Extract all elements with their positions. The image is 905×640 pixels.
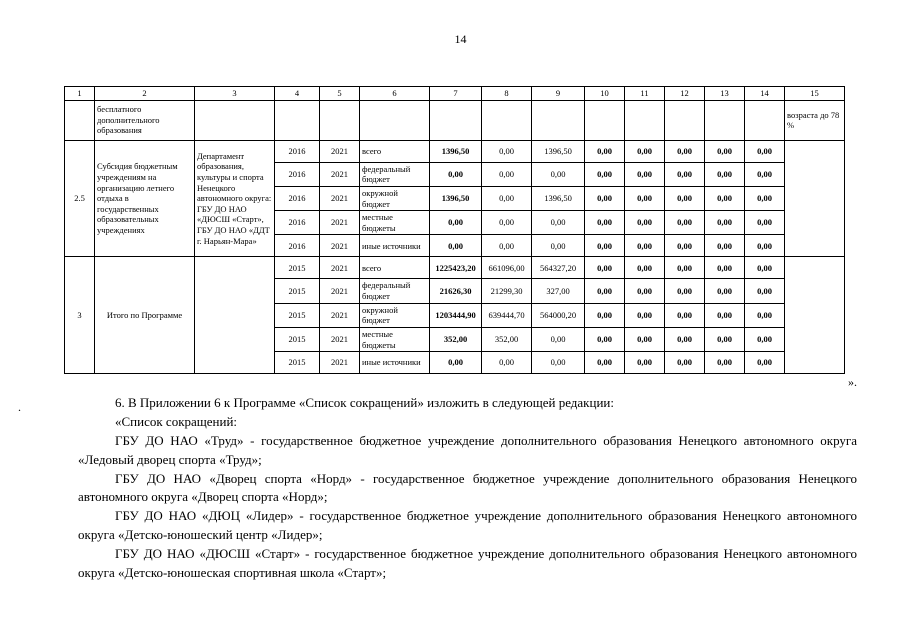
page-number: 14	[454, 32, 467, 46]
value-cell: 0,00	[745, 327, 785, 351]
value-cell: 0,00	[665, 140, 705, 162]
value-cell: 0,00	[665, 257, 705, 279]
value-cell: 0,00	[625, 279, 665, 303]
value-cell: 0,00	[665, 303, 705, 327]
value-cell: 0,00	[532, 162, 585, 186]
measure-title: Итого по Программе	[95, 257, 195, 374]
value-cell: 0,00	[705, 162, 745, 186]
continuation-cell	[430, 100, 482, 140]
value-cell: 0,00	[705, 140, 745, 162]
continuation-row	[65, 100, 845, 140]
value-cell: 0,00	[705, 352, 745, 374]
continuation-cell: возраста до 78 %	[785, 100, 845, 140]
value-cell: 0,00	[665, 162, 705, 186]
paragraph-abbrev-heading: «Список сокращений:	[115, 413, 238, 429]
value-cell: 0,00	[705, 303, 745, 327]
value-cell: 0,00	[482, 352, 532, 374]
budget-table	[64, 86, 845, 374]
value-cell: 0,00	[625, 186, 665, 210]
continuation-cell	[482, 100, 532, 140]
value-cell: 0,00	[625, 352, 665, 374]
continuation-cell	[532, 100, 585, 140]
value-cell: 0,00	[705, 211, 745, 235]
responsible-entity: Департамент образования, культуры и спорта Ненецкого автономного округа: ГБУ ДО НАО «ДЮСШ «Старт», ГБУ ДО НАО «ДДТ г. Нарьян-Мара»	[195, 140, 275, 257]
closing-quote-mark: ».	[848, 375, 857, 390]
value-cell: 1396,50	[532, 140, 585, 162]
value-cell: 0,00	[745, 303, 785, 327]
continuation-cell	[625, 100, 665, 140]
value-cell: 0,00	[705, 235, 745, 257]
value-cell: 0,00	[705, 327, 745, 351]
value-cell: 0,00	[482, 162, 532, 186]
value-cell: 0,00	[665, 279, 705, 303]
value-cell: 0,00	[585, 211, 625, 235]
row-number: 2.5	[65, 140, 95, 257]
column-number: 9	[532, 87, 585, 101]
year-start: 2016	[275, 211, 320, 235]
value-cell: 0,00	[745, 186, 785, 210]
value-cell: 1203444,90	[430, 303, 482, 327]
year-end: 2021	[320, 186, 360, 210]
value-cell: 0,00	[585, 140, 625, 162]
value-cell: 0,00	[745, 257, 785, 279]
value-cell: 0,00	[585, 162, 625, 186]
value-cell: 0,00	[745, 352, 785, 374]
value-cell: 0,00	[745, 211, 785, 235]
budget-source: иные источники	[360, 235, 430, 257]
budget-source: федеральный бюджет	[360, 162, 430, 186]
year-end: 2021	[320, 352, 360, 374]
column-number: 12	[665, 87, 705, 101]
value-cell: 0,00	[482, 140, 532, 162]
value-cell: 0,00	[430, 211, 482, 235]
value-cell: 0,00	[585, 352, 625, 374]
column-number: 7	[430, 87, 482, 101]
value-cell: 0,00	[665, 327, 705, 351]
budget-source: всего	[360, 257, 430, 279]
value-cell: 0,00	[745, 140, 785, 162]
value-cell: 21626,30	[430, 279, 482, 303]
value-cell: 0,00	[665, 235, 705, 257]
continuation-cell	[585, 100, 625, 140]
value-cell: 352,00	[430, 327, 482, 351]
year-end: 2021	[320, 279, 360, 303]
value-cell: 0,00	[430, 162, 482, 186]
value-cell: 0,00	[745, 162, 785, 186]
column-number: 5	[320, 87, 360, 101]
column-number: 2	[95, 87, 195, 101]
value-cell: 564327,20	[532, 257, 585, 279]
year-end: 2021	[320, 211, 360, 235]
paragraph-abbrev-start: ГБУ ДО НАО «ДЮСШ «Старт» - государственное бюджетное учреждение дополнительного образования Ненецкого автономного округа «Детско-юношеская спортивная школа «Старт»;	[78, 545, 857, 580]
stray-mark: .	[18, 400, 21, 414]
value-cell: 0,00	[585, 303, 625, 327]
value-cell: 0,00	[482, 211, 532, 235]
budget-table-body	[65, 87, 845, 374]
value-cell: 0,00	[745, 235, 785, 257]
continuation-cell	[195, 100, 275, 140]
budget-source: местные бюджеты	[360, 327, 430, 351]
year-start: 2016	[275, 235, 320, 257]
value-cell: 0,00	[532, 352, 585, 374]
column-number: 3	[195, 87, 275, 101]
value-cell: 1396,50	[430, 186, 482, 210]
column-number: 10	[585, 87, 625, 101]
column-number: 11	[625, 87, 665, 101]
value-cell: 661096,00	[482, 257, 532, 279]
budget-row	[65, 140, 845, 162]
column-number: 1	[65, 87, 95, 101]
continuation-cell	[275, 100, 320, 140]
year-start: 2015	[275, 303, 320, 327]
value-cell: 0,00	[625, 235, 665, 257]
value-cell: 0,00	[532, 211, 585, 235]
paragraph-abbrev-nord: ГБУ ДО НАО «Дворец спорта «Норд» - государственное бюджетное учреждение дополнительного образования Ненецкого автономного округа «Дворец спорта «Норд»;	[78, 470, 857, 505]
column-number: 15	[785, 87, 845, 101]
column-number: 14	[745, 87, 785, 101]
column-number: 8	[482, 87, 532, 101]
measure-title: Субсидия бюджетным учреждениям на организацию летнего отдыха в государственных образовательных учреждениях	[95, 140, 195, 257]
year-end: 2021	[320, 327, 360, 351]
year-start: 2015	[275, 257, 320, 279]
continuation-cell	[745, 100, 785, 140]
year-start: 2015	[275, 279, 320, 303]
value-cell: 0,00	[625, 257, 665, 279]
value-cell: 352,00	[482, 327, 532, 351]
value-cell: 327,00	[532, 279, 585, 303]
year-start: 2015	[275, 327, 320, 351]
value-cell: 0,00	[585, 327, 625, 351]
year-start: 2015	[275, 352, 320, 374]
value-cell: 0,00	[430, 352, 482, 374]
note-cell	[785, 140, 845, 257]
value-cell: 564000,20	[532, 303, 585, 327]
year-end: 2021	[320, 162, 360, 186]
value-cell: 0,00	[745, 279, 785, 303]
continuation-cell	[665, 100, 705, 140]
value-cell: 21299,30	[482, 279, 532, 303]
column-number: 13	[705, 87, 745, 101]
value-cell: 0,00	[482, 186, 532, 210]
value-cell: 0,00	[665, 186, 705, 210]
column-number: 6	[360, 87, 430, 101]
year-end: 2021	[320, 140, 360, 162]
continuation-cell: бесплатного дополнительного образования	[95, 100, 195, 140]
year-end: 2021	[320, 257, 360, 279]
amendment-text	[78, 394, 857, 582]
budget-source: местные бюджеты	[360, 211, 430, 235]
value-cell: 0,00	[665, 211, 705, 235]
value-cell: 0,00	[625, 162, 665, 186]
value-cell: 0,00	[482, 235, 532, 257]
budget-source: иные источники	[360, 352, 430, 374]
value-cell: 0,00	[625, 211, 665, 235]
continuation-cell	[705, 100, 745, 140]
year-start: 2016	[275, 162, 320, 186]
value-cell: 0,00	[625, 327, 665, 351]
paragraph-abbrev-lider: ГБУ ДО НАО «ДЮЦ «Лидер» - государственное бюджетное учреждение дополнительного образования Ненецкого автономного округа «Детско-юношеский центр «Лидер»;	[78, 508, 857, 543]
value-cell: 0,00	[705, 257, 745, 279]
value-cell: 0,00	[705, 186, 745, 210]
continuation-cell	[65, 100, 95, 140]
budget-source: окружной бюджет	[360, 303, 430, 327]
value-cell: 0,00	[665, 352, 705, 374]
year-end: 2021	[320, 303, 360, 327]
budget-source: всего	[360, 140, 430, 162]
value-cell: 0,00	[585, 235, 625, 257]
budget-source: окружной бюджет	[360, 186, 430, 210]
value-cell: 0,00	[532, 235, 585, 257]
budget-source: федеральный бюджет	[360, 279, 430, 303]
continuation-cell	[360, 100, 430, 140]
note-cell	[785, 257, 845, 374]
paragraph-abbrev-trud: ГБУ ДО НАО «Труд» - государственное бюджетное учреждение дополнительного образования Ненецкого автономного округа «Ледовый дворец спорта «Труд»;	[78, 432, 857, 467]
value-cell: 1396,50	[430, 140, 482, 162]
value-cell: 0,00	[532, 327, 585, 351]
responsible-entity	[195, 257, 275, 374]
value-cell: 1225423,20	[430, 257, 482, 279]
paragraph-amendment-6: 6. В Приложении 6 к Программе «Список сокращений» изложить в следующей редакции:	[115, 395, 614, 411]
year-start: 2016	[275, 140, 320, 162]
value-cell: 0,00	[625, 140, 665, 162]
value-cell: 0,00	[430, 235, 482, 257]
year-start: 2016	[275, 186, 320, 210]
value-cell: 1396,50	[532, 186, 585, 210]
column-number: 4	[275, 87, 320, 101]
column-number-row	[65, 87, 845, 101]
value-cell: 0,00	[625, 303, 665, 327]
value-cell: 0,00	[705, 279, 745, 303]
value-cell: 0,00	[585, 257, 625, 279]
year-end: 2021	[320, 235, 360, 257]
budget-row	[65, 257, 845, 279]
value-cell: 0,00	[585, 186, 625, 210]
value-cell: 639444,70	[482, 303, 532, 327]
value-cell: 0,00	[585, 279, 625, 303]
continuation-cell	[320, 100, 360, 140]
row-number: 3	[65, 257, 95, 374]
